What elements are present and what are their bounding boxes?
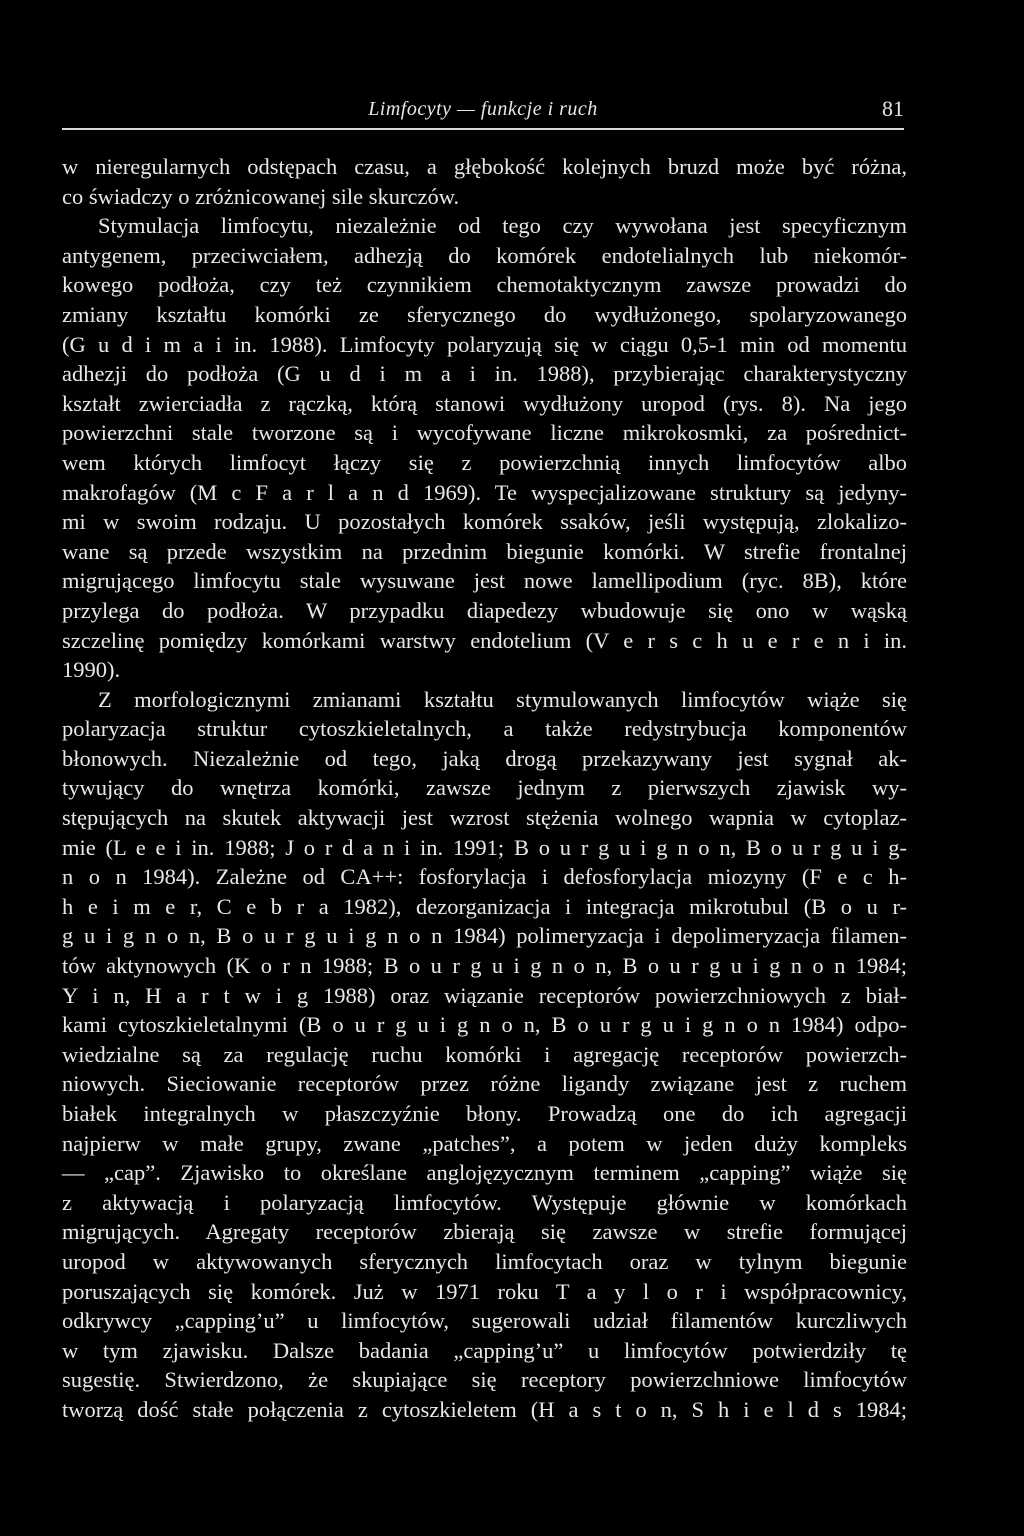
text-line: g u i g n o n, B o u r g u i g n o n 1984) polimeryzacja i depolimeryzacja filamen- <box>62 923 907 949</box>
text-line: szczelinę pomiędzy komórkami warstwy endotelium (V e r s c h u e r e n i in. <box>62 627 907 653</box>
text-line: — „cap”. Zjawisko to określane anglojęzycznym terminem „capping” wiąże się <box>62 1160 907 1186</box>
text-line: zmiany kształtu komórki ze sferycznego do wydłużonego, spolaryzowanego <box>62 301 907 327</box>
text-line: tywujący do wnętrza komórki, zawsze jednym z pierwszych zjawisk wy- <box>62 775 907 801</box>
text-line: antygenem, przeciwciałem, adhezją do komórek endotelialnych lub niekomór- <box>62 242 907 268</box>
text-line: h e i m e r, C e b r a 1982), dezorganizacja i integracja mikrotubul (B o u r- <box>62 893 907 919</box>
text-line: błonowych. Niezależnie od tego, jaką drogą przekazywany jest sygnał ak- <box>62 745 907 771</box>
text-line: tów aktynowych (K o r n 1988; B o u r g u i g n o n, B o u r g u i g n o n 1984; <box>62 953 907 979</box>
text-line: kształt zwierciadła z rączką, którą stanowi wydłużony uropod (rys. 8). Na jego <box>62 390 907 416</box>
text-line: powierzchni stale tworzone są i wycofywane liczne mikrokosmki, za pośrednict- <box>62 420 907 446</box>
text-line: w tym zjawisku. Dalsze badania „capping’u” u limfocytów potwierdziły tę <box>62 1337 907 1363</box>
text-line: polaryzacja struktur cytoszkieletalnych, a także redystrybucja komponentów <box>62 716 907 742</box>
text-line: n o n 1984). Zależne od CA++: fosforylacja i defosforylacja miozyny (F e c h- <box>62 864 907 890</box>
text-line: (G u d i m a i in. 1988). Limfocyty polaryzują się w ciągu 0,5-1 min od momentu <box>62 331 907 357</box>
text-line: odkrywcy „capping’u” u limfocytów, sugerowali udział filamentów kurczliwych <box>62 1308 907 1334</box>
text-line: tworzą dość stałe połączenia z cytoszkieletem (H a s t o n, S h i e l d s 1984; <box>62 1396 907 1422</box>
text-line: stępujących na skutek aktywacji jest wzrost stężenia wolnego wapnia w cytoplaz- <box>62 805 907 831</box>
text-line: migrującego limfocytu stale wysuwane jest nowe lamellipodium (ryc. 8B), które <box>62 568 907 594</box>
text-line: uropod w aktywowanych sferycznych limfocytach oraz w tylnym biegunie <box>62 1248 907 1274</box>
text-line: w nieregularnych odstępach czasu, a głębokość kolejnych bruzd może być różna, <box>62 154 907 179</box>
text-line: białek integralnych w płaszczyźnie błony. Prowadzą one do ich agregacji <box>62 1101 907 1126</box>
text-line: wem których limfocyt łączy się z powierzchnią innych limfocytów albo <box>62 449 907 475</box>
text-line: mie (L e e i in. 1988; J o r d a n i in. 1991; B o u r g u i g n o n, B o u r g u i g- <box>62 834 907 860</box>
page-number: 81 <box>882 96 904 121</box>
text-line: wiedzialne są za regulację ruchu komórki i agregację receptorów powierzch- <box>62 1041 907 1067</box>
paragraph-first-line: Stymulacja limfocytu, niezależnie od tego czy wywołana jest specyficznym <box>98 213 907 239</box>
text-line: kami cytoszkieletalnymi (B o u r g u i g n o n, B o u r g u i g n o n 1984) odpo- <box>62 1012 907 1038</box>
text-line: sugestię. Stwierdzono, że skupiające się receptory powierzchniowe limfocytów <box>62 1367 907 1393</box>
text-line: Y i n, H a r t w i g 1988) oraz wiązanie receptorów powierzchniowych z biał- <box>62 982 907 1008</box>
text-line: niowych. Sieciowanie receptorów przez różne ligandy związane jest z ruchem <box>62 1071 907 1097</box>
text-line: kowego podłoża, czy też czynnikiem chemotaktycznym zawsze prowadzi do <box>62 272 907 298</box>
text-line: co świadczy o zróżnicowanej sile skurczów. <box>62 183 460 209</box>
text-line: mi w swoim rodzaju. U pozostałych komórek ssaków, jeśli występują, zlokalizo- <box>62 509 907 535</box>
text-line: makrofagów (M c F a r l a n d 1969). Te wyspecjalizowane struktury są jedyny- <box>62 479 907 505</box>
text-line: poruszających się komórek. Już w 1971 roku T a y l o r i współpracownicy, <box>62 1278 907 1304</box>
text-line: wane są przede wszystkim na przednim biegunie komórki. W strefie frontalnej <box>62 538 907 564</box>
text-line: przylega do podłoża. W przypadku diapedezy wbudowuje się ono w wąską <box>62 597 907 623</box>
paragraph-first-line: Z morfologicznymi zmianami kształtu stymulowanych limfocytów wiąże się <box>98 686 907 712</box>
running-title: Limfocyty — funkcje i ruch <box>368 98 598 120</box>
running-header <box>62 96 904 130</box>
text-line: z aktywacją i polaryzacją limfocytów. Występuje głównie w komórkach <box>62 1189 907 1215</box>
text-line: najpierw w małe grupy, zwane „patches”, a potem w jeden duży kompleks <box>62 1130 907 1156</box>
text-line: adhezji do podłoża (G u d i m a i in. 1988), przybierając charakterystyczny <box>62 361 907 387</box>
text-line: migrujących. Agregaty receptorów zbierają się zawsze w strefie formującej <box>62 1219 907 1245</box>
text-line: 1990). <box>62 657 121 683</box>
body-text <box>62 152 907 1425</box>
